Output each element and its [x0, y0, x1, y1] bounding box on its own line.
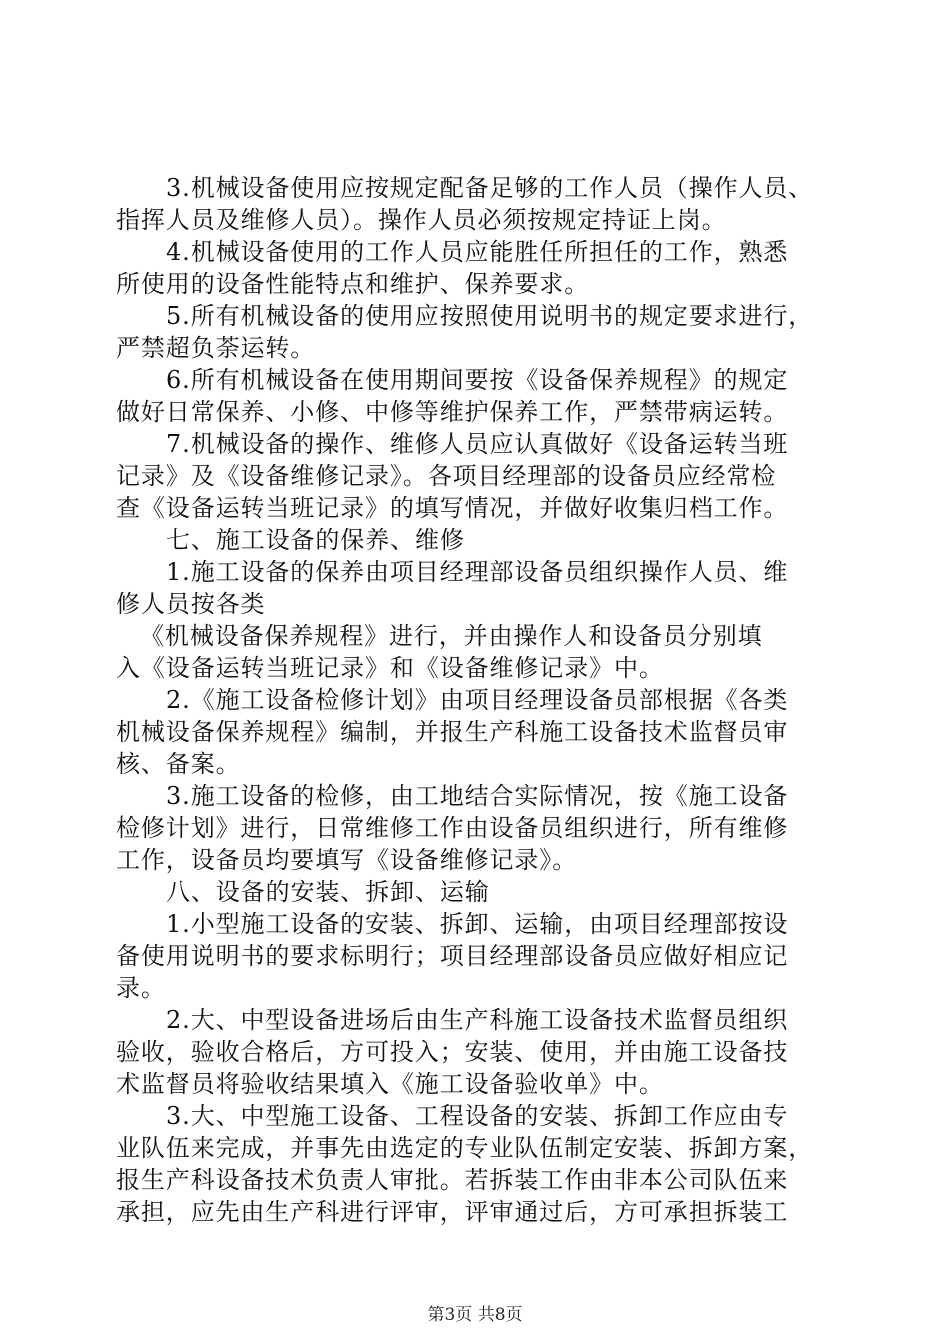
text-line: 2.《施工设备检修计划》由项目经理设备员部根据《各类 [166, 686, 789, 714]
text-line: 2.大、中型设备进场后由生产科施工设备技术监督员组织 [166, 1006, 789, 1034]
text-line: 5.所有机械设备的使用应按照使用说明书的规定要求进行， [166, 302, 814, 330]
text-line: 7.机械设备的操作、维修人员应认真做好《设备运转当班 [166, 430, 789, 458]
text-line: 承担，应先由生产科进行评审，评审通过后，方可承担拆装工 [116, 1198, 789, 1226]
text-line: 3.机械设备使用应按规定配备足够的工作人员（操作人员、 [166, 174, 814, 202]
text-line: 验收，验收合格后，方可投入；安装、使用，并由施工设备技 [116, 1038, 789, 1066]
text-line: 业队伍来完成，并事先由选定的专业队伍制定安装、拆卸方案， [116, 1134, 814, 1162]
text-line: 3.施工设备的检修，由工地结合实际情况，按《施工设备 [166, 782, 789, 810]
text-line: 术监督员将验收结果填入《施工设备验收单》中。 [116, 1070, 664, 1098]
text-line: 1.施工设备的保养由项目经理部设备员组织操作人员、维 [166, 558, 789, 586]
text-line: 6.所有机械设备在使用期间要按《设备保养规程》的规定 [166, 366, 789, 394]
text-line: 记录》及《设备维修记录》。各项目经理部的设备员应经常检 [116, 462, 777, 490]
text-line: 检修计划》进行，日常维修工作由设备员组织进行，所有维修 [116, 814, 789, 842]
text-line: 4.机械设备使用的工作人员应能胜任所担任的工作，熟悉 [166, 238, 789, 266]
text-line: 备使用说明书的要求标明行；项目经理部设备员应做好相应记 [116, 942, 789, 970]
text-line: 《机械设备保养规程》进行，并由操作人和设备员分别填 [140, 622, 763, 650]
text-line: 入《设备运转当班记录》和《设备维修记录》中。 [116, 654, 664, 682]
text-line: 报生产科设备技术负责人审批。若拆装工作由非本公司队伍来 [116, 1166, 789, 1194]
text-line: 核、备案。 [116, 750, 241, 778]
text-line: 修人员按各类 [116, 590, 266, 618]
text-line: 严禁超负荼运转。 [116, 334, 316, 362]
text-line: 八、设备的安装、拆卸、运输 [166, 878, 490, 906]
text-line: 录。 [116, 974, 166, 1002]
text-line: 指挥人员及维修人员）。操作人员必须按规定持证上岗。 [116, 206, 727, 234]
text-line: 机械设备保养规程》编制，并报生产科施工设备技术监督员审 [116, 718, 789, 746]
text-line: 1.小型施工设备的安装、拆卸、运输，由项目经理部按设 [166, 910, 789, 938]
text-line: 七、施工设备的保养、维修 [166, 526, 465, 554]
text-line: 3.大、中型施工设备、工程设备的安装、拆卸工作应由专 [166, 1102, 789, 1130]
text-line: 所使用的设备性能特点和维护、保养要求。 [116, 270, 590, 298]
page-footer: 第3页 共8页 [427, 1305, 523, 1325]
document-body [116, 172, 836, 1228]
text-line: 查《设备运转当班记录》的填写情况，并做好收集归档工作。 [116, 494, 789, 522]
text-line: 工作，设备员均要填写《设备维修记录》。 [116, 846, 578, 874]
text-line: 做好日常保养、小修、中修等维护保养工作，严禁带病运转。 [116, 398, 789, 426]
